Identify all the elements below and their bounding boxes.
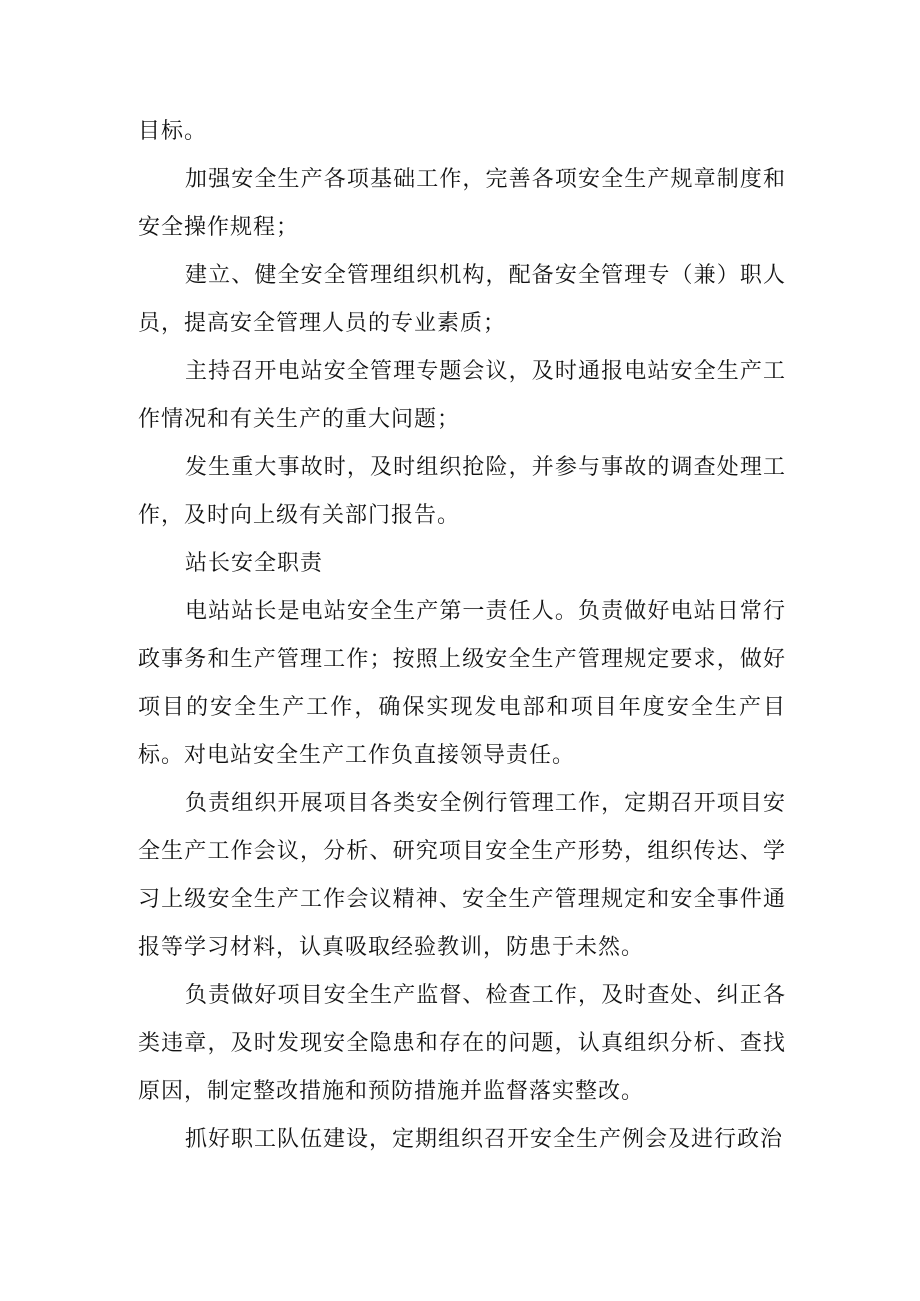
paragraph: 电站站长是电站安全生产第一责任人。负责做好电站日常行政事务和生产管理工作；按照上级安全生产管理规定要求，做好项目的安全生产工作，确保实现发电部和项目年度安全生产目标。对电站安全生产工作负直接领导责任。 [138,599,786,768]
paragraph: 发生重大事故时，及时组织抢险，并参与事故的调查处理工作，及时向上级有关部门报告。 [138,455,786,528]
paragraph: 负责组织开展项目各类安全例行管理工作，定期召开项目安全生产工作会议，分析、研究项目安全生产形势，组织传达、学习上级安全生产工作会议精神、安全生产管理规定和安全事件通报等学习材料，认真吸取经验教训，防患于未然。 [138,791,786,960]
paragraph: 负责做好项目安全生产监督、检查工作，及时查处、纠正各类违章，及时发现安全隐患和存在的问题，认真组织分析、查找原因，制定整改措施和预防措施并监督落实整改。 [138,983,786,1104]
document-body [138,108,786,1164]
paragraph: 抓好职工队伍建设，定期组织召开安全生产例会及进行政治 [185,1127,784,1152]
paragraph: 加强安全生产各项基础工作，完善各项安全生产规章制度和安全操作规程； [138,167,786,240]
section-heading: 站长安全职责 [185,551,324,576]
paragraph: 建立、健全安全管理组织机构，配备安全管理专（兼）职人员，提高安全管理人员的专业素质； [138,263,786,336]
paragraph: 主持召开电站安全管理专题会议，及时通报电站安全生产工作情况和有关生产的重大问题； [138,359,786,432]
paragraph-continuation: 目标。 [138,119,208,144]
